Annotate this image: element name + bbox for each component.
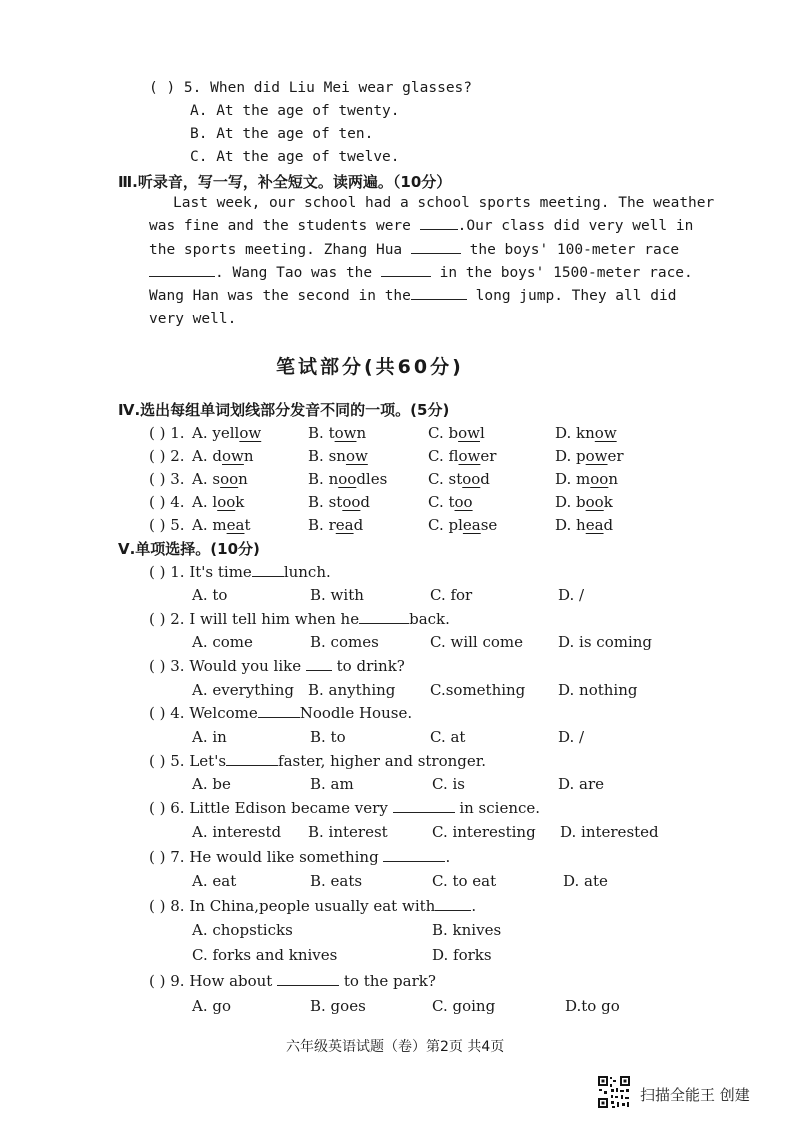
- phonics-word-post: k: [235, 493, 245, 511]
- mc-option-c: C. at: [430, 728, 466, 746]
- phonics-word-underlined: ow: [585, 447, 608, 465]
- phonics-letter: C.: [428, 424, 444, 442]
- phonics-option-b: [308, 493, 370, 511]
- phonics-word-pre: l: [212, 493, 218, 511]
- answer-blank-2[interactable]: [411, 240, 461, 254]
- mc-option-c: C. forks and knives: [192, 946, 338, 964]
- mc-option-d: D. forks: [432, 946, 492, 964]
- mc-question-number: ( ) 9.: [149, 972, 185, 990]
- phonics-word-post: d: [360, 493, 370, 511]
- phonics-option-d: [555, 493, 613, 511]
- phonics-word-pre: s: [212, 470, 221, 488]
- mc-stem-blank: [435, 897, 471, 911]
- mc-option-c: C. interesting: [432, 823, 536, 841]
- phonics-row-number: ( ) 5.: [149, 516, 185, 534]
- written-part-title: 笔试部分(共60分): [276, 356, 464, 378]
- phonics-letter: C.: [428, 447, 444, 465]
- phonics-option-b: [308, 470, 387, 488]
- phonics-word-underlined: ea: [585, 516, 604, 534]
- mc-option-d: D. are: [558, 775, 605, 793]
- mc-stem-blank: [393, 799, 455, 813]
- mc-option-c: C. going: [432, 997, 496, 1015]
- mc-option-d: D. is coming: [558, 633, 653, 651]
- phonics-word-pre: yell: [212, 424, 240, 442]
- phonics-letter: B.: [308, 424, 324, 442]
- mc-stem-text: to the park?: [339, 972, 436, 990]
- phonics-word-post: k: [603, 493, 613, 511]
- phonics-option-c: [428, 493, 473, 511]
- mc-option-b: B. comes: [310, 633, 379, 651]
- mc-option-a: A. interestd: [192, 823, 282, 841]
- phonics-word-pre: st: [448, 470, 463, 488]
- mc-stem-text: Noodle House.: [299, 704, 413, 722]
- phonics-word-post: n: [243, 447, 254, 465]
- mc-option-d: D.to go: [565, 997, 620, 1015]
- section-3-passage: [149, 192, 715, 332]
- phonics-letter: D.: [555, 424, 572, 442]
- phonics-word-pre: m: [212, 516, 227, 534]
- mc-question-number: ( ) 6.: [149, 799, 185, 817]
- phonics-option-c: [428, 470, 490, 488]
- phonics-option-a: [192, 470, 248, 488]
- mc-stem-blank: [252, 563, 284, 577]
- mc-stem-blank: [306, 657, 332, 671]
- answer-blank-1[interactable]: [420, 216, 458, 230]
- phonics-word-underlined: ow: [345, 447, 368, 465]
- mc-question-number: ( ) 7.: [149, 848, 185, 866]
- phonics-word-post: n: [356, 424, 367, 442]
- phonics-letter: A.: [192, 493, 208, 511]
- answer-blank-3[interactable]: [149, 263, 215, 277]
- mc-stem-blank: [226, 752, 278, 766]
- phonics-option-d: [555, 447, 624, 465]
- phonics-letter: D.: [555, 447, 572, 465]
- mc-option-c: C.something: [430, 681, 526, 699]
- listening-q5-question: [149, 80, 472, 96]
- phonics-word-post: d: [480, 470, 490, 488]
- mc-question-stem: [149, 897, 476, 915]
- mc-option-d: D. /: [558, 728, 585, 746]
- phonics-word-underlined: oo: [338, 470, 357, 488]
- phonics-word-post: er: [480, 447, 497, 465]
- section-4-header: Ⅳ.选出每组单词划线部分发音不同的一项。(5分): [118, 401, 450, 419]
- mc-stem-text: lunch.: [283, 563, 331, 581]
- phonics-word-post: d: [353, 516, 364, 534]
- phonics-option-a: [192, 516, 250, 534]
- mc-question-stem: [149, 657, 405, 675]
- mc-option-a: A. everything: [192, 681, 294, 699]
- mc-stem-text: It's time: [189, 563, 252, 581]
- mc-option-a: A. eat: [192, 872, 237, 890]
- mc-option-b: B. with: [310, 586, 364, 604]
- listening-q5-option-b: B. At the age of ten.: [190, 126, 374, 142]
- mc-option-a: A. in: [192, 728, 227, 746]
- phonics-word-underlined: ow: [334, 424, 357, 442]
- mc-stem-text: in science.: [454, 799, 541, 817]
- phonics-word-pre: m: [576, 470, 591, 488]
- phonics-letter: D.: [555, 493, 572, 511]
- phonics-option-a: [192, 424, 261, 442]
- phonics-option-a: [192, 447, 254, 465]
- passage-line-3: the sports meeting. Zhang Hua the boys' 100-meter race: [149, 241, 680, 258]
- phonics-word-underlined: ea: [226, 516, 245, 534]
- phonics-row-number: ( ) 4.: [149, 493, 185, 511]
- mc-stem-text: Welcome: [189, 704, 258, 722]
- phonics-word-pre: pl: [448, 516, 463, 534]
- phonics-word-underlined: oo: [585, 493, 604, 511]
- listening-q5-option-c: C. At the age of twelve.: [190, 149, 400, 165]
- phonics-word-pre: kn: [576, 424, 595, 442]
- mc-option-d: D. /: [558, 586, 585, 604]
- phonics-word-underlined: oo: [454, 493, 473, 511]
- phonics-word-underlined: ow: [239, 424, 262, 442]
- mc-question-stem: [149, 752, 486, 770]
- phonics-word-pre: b: [576, 493, 586, 511]
- phonics-letter: B.: [308, 470, 324, 488]
- qr-code-icon: [597, 1075, 631, 1109]
- mc-option-b: B. interest: [308, 823, 388, 841]
- phonics-word-post: dles: [356, 470, 388, 488]
- phonics-word-pre: sn: [328, 447, 346, 465]
- mc-question-stem: [149, 563, 331, 581]
- mc-stem-text: .: [445, 848, 451, 866]
- mc-stem-text: Little Edison became very: [189, 799, 393, 817]
- phonics-option-a: [192, 493, 244, 511]
- phonics-word-underlined: oo: [220, 470, 239, 488]
- mc-stem-text: Let's: [189, 752, 227, 770]
- phonics-option-b: [308, 424, 366, 442]
- mc-question-number: ( ) 3.: [149, 657, 185, 675]
- mc-question-number: ( ) 1.: [149, 563, 185, 581]
- mc-stem-blank: [258, 704, 300, 718]
- phonics-word-post: t: [244, 516, 251, 534]
- scanner-watermark: 扫描全能王 创建: [640, 1086, 750, 1104]
- phonics-word-post: n: [608, 470, 619, 488]
- phonics-word-underlined: ea: [335, 516, 354, 534]
- mc-stem-text: He would like something: [189, 848, 384, 866]
- mc-option-b: B. anything: [308, 681, 396, 699]
- phonics-word-underlined: oo: [462, 470, 481, 488]
- phonics-word-pre: r: [328, 516, 336, 534]
- phonics-option-d: [555, 516, 613, 534]
- mc-stem-blank: [359, 610, 409, 624]
- phonics-word-underlined: ow: [222, 447, 244, 465]
- phonics-letter: A.: [192, 516, 208, 534]
- phonics-letter: C.: [428, 493, 444, 511]
- mc-question-number: ( ) 5.: [149, 752, 185, 770]
- passage-line-2: was fine and the students were .Our class did very well in: [149, 218, 694, 235]
- phonics-option-d: [555, 424, 617, 442]
- mc-question-number: ( ) 2.: [149, 610, 185, 628]
- mc-option-a: A. go: [192, 997, 232, 1015]
- phonics-word-pre: d: [212, 447, 222, 465]
- phonics-letter: A.: [192, 447, 208, 465]
- phonics-option-b: [308, 447, 368, 465]
- passage-line-1: Last week, our school had a school sports meeting. The weather: [173, 195, 715, 211]
- phonics-word-pre: t: [328, 424, 335, 442]
- phonics-word-post: se: [480, 516, 498, 534]
- mc-stem-text: Would you like: [189, 657, 306, 675]
- mc-option-a: A. to: [192, 586, 228, 604]
- section-5-header: Ⅴ.单项选择。(10分): [118, 540, 260, 558]
- mc-question-stem: [149, 972, 436, 990]
- mc-question-stem: [149, 704, 412, 722]
- phonics-word-underlined: ea: [462, 516, 481, 534]
- mc-question-number: ( ) 8.: [149, 897, 185, 915]
- section-3-header: Ⅲ.听录音，写一写，补全短文。读两遍。（10分）: [118, 173, 452, 191]
- phonics-letter: B.: [308, 516, 324, 534]
- phonics-letter: A.: [192, 470, 208, 488]
- mc-stem-text: faster, higher and stronger.: [278, 752, 487, 770]
- mc-question-stem: [149, 848, 450, 866]
- mc-option-d: D. interested: [560, 823, 659, 841]
- mc-option-c: C. will come: [430, 633, 524, 651]
- mc-option-a: A. chopsticks: [192, 921, 293, 939]
- mc-question-stem: [149, 610, 450, 628]
- mc-stem-text: I will tell him when he: [189, 610, 360, 628]
- phonics-word-post: er: [607, 447, 624, 465]
- phonics-letter: C.: [428, 516, 444, 534]
- phonics-word-underlined: ow: [458, 447, 481, 465]
- phonics-word-pre: p: [576, 447, 586, 465]
- passage-line-5: Wang Han was the second in the long jump. They all did: [149, 288, 677, 305]
- phonics-option-c: [428, 424, 485, 442]
- phonics-row-number: ( ) 1.: [149, 424, 185, 442]
- phonics-letter: B.: [308, 493, 324, 511]
- mc-option-d: D. ate: [563, 872, 608, 890]
- phonics-row-number: ( ) 3.: [149, 470, 185, 488]
- phonics-word-pre: b: [448, 424, 459, 442]
- phonics-word-pre: t: [448, 493, 455, 511]
- mc-option-b: B. goes: [310, 997, 366, 1015]
- phonics-letter: D.: [555, 516, 572, 534]
- phonics-letter: A.: [192, 424, 208, 442]
- mc-stem-blank: [383, 848, 445, 862]
- phonics-word-underlined: oo: [342, 493, 361, 511]
- listening-q5-option-a: A. At the age of twenty.: [190, 103, 400, 119]
- page-footer: 六年级英语试题（卷）第2页 共4页: [286, 1039, 505, 1055]
- mc-option-c: C. to eat: [432, 872, 497, 890]
- q-number: ( ) 5.: [149, 80, 202, 96]
- q-text: When did Liu Mei wear glasses?: [210, 80, 473, 96]
- phonics-option-d: [555, 470, 618, 488]
- mc-question-number: ( ) 4.: [149, 704, 185, 722]
- mc-stem-text: .: [471, 897, 477, 915]
- mc-stem-text: In China,people usually eat with: [189, 897, 436, 915]
- mc-option-a: A. be: [192, 775, 231, 793]
- answer-blank-5[interactable]: [411, 286, 467, 300]
- phonics-word-pre: h: [576, 516, 586, 534]
- phonics-word-pre: st: [328, 493, 343, 511]
- mc-stem-text: How about: [189, 972, 278, 990]
- mc-option-c: C. is: [432, 775, 465, 793]
- phonics-letter: B.: [308, 447, 324, 465]
- phonics-word-underlined: ow: [594, 424, 617, 442]
- phonics-row-number: ( ) 2.: [149, 447, 185, 465]
- phonics-letter: C.: [428, 470, 444, 488]
- mc-option-b: B. am: [310, 775, 354, 793]
- phonics-letter: D.: [555, 470, 572, 488]
- mc-stem-text: back.: [409, 610, 450, 628]
- phonics-word-pre: n: [328, 470, 339, 488]
- mc-option-b: B. eats: [310, 872, 363, 890]
- mc-option-b: B. knives: [432, 921, 502, 939]
- phonics-word-post: n: [238, 470, 248, 488]
- mc-option-a: A. come: [192, 633, 253, 651]
- passage-line-6: very well.: [149, 311, 237, 328]
- phonics-option-b: [308, 516, 363, 534]
- mc-question-stem: [149, 799, 540, 817]
- mc-stem-blank: [277, 972, 339, 986]
- mc-option-d: D. nothing: [558, 681, 638, 699]
- phonics-word-underlined: oo: [217, 493, 236, 511]
- phonics-option-c: [428, 447, 496, 465]
- mc-stem-text: to drink?: [331, 657, 405, 675]
- phonics-word-post: d: [603, 516, 614, 534]
- mc-option-c: C. for: [430, 586, 473, 604]
- passage-line-4: . Wang Tao was the in the boys' 1500-meter race.: [149, 262, 679, 285]
- phonics-word-underlined: ow: [458, 424, 480, 442]
- mc-option-b: B. to: [310, 728, 346, 746]
- phonics-word-post: l: [479, 424, 485, 442]
- phonics-word-pre: fl: [448, 447, 459, 465]
- phonics-word-underlined: oo: [590, 470, 609, 488]
- answer-blank-4[interactable]: [381, 263, 431, 277]
- phonics-option-c: [428, 516, 497, 534]
